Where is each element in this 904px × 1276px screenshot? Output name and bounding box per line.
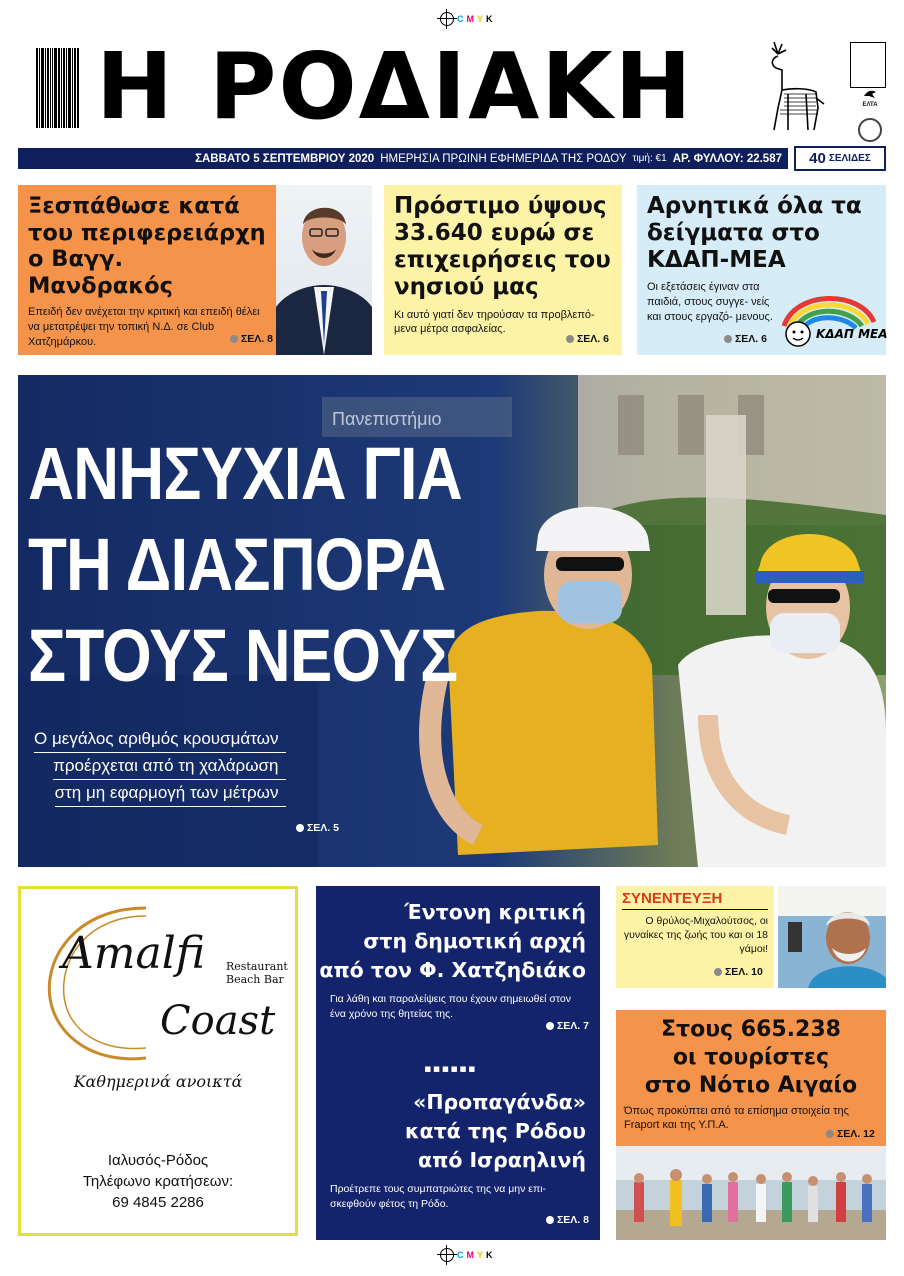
- hero-headline-line: ΣΤΟΥΣ ΝΕΟΥΣ: [28, 614, 458, 697]
- title-line: στη δημοτική αρχή: [363, 929, 586, 953]
- hero-headline-line: ΑΝΗΣΥΧΙΑ ΓΙΑ: [28, 432, 462, 515]
- barcode: [36, 48, 82, 128]
- hero-subtitle-line: στη μη εφαρμογή των μέτρων: [55, 780, 287, 807]
- reg-m: M: [466, 14, 474, 24]
- title-line: στο Νότιο Αιγαίο: [644, 1073, 858, 1098]
- kdap-logo-text: ΚΔΑΠ ΜΕΑ: [816, 327, 888, 341]
- reg-k: K: [486, 1250, 493, 1260]
- elta-label: ΕΛΤΑ: [862, 102, 878, 108]
- story-text: Προέτρεπε τους συμπατριώτες της να μην επι- σκεφθούν φέτος τη Ρόδο.: [330, 1183, 547, 1210]
- page-ref: ΣΕΛ. 6: [566, 333, 609, 345]
- hero-subtitle-line: προέρχεται από τη χαλάρωση: [53, 753, 286, 780]
- title-line: Στους 665.238: [661, 1017, 841, 1042]
- reg-c: C: [457, 14, 464, 24]
- story-mandrakos[interactable]: [18, 185, 276, 355]
- ad-open-hours: Καθημερινά ανοικτά: [73, 1072, 243, 1091]
- reg-k: K: [486, 14, 493, 24]
- title-line: κατά της Ρόδου: [404, 1119, 586, 1143]
- ad-brand-coast: Coast: [160, 998, 276, 1044]
- ad-contact: [18, 1150, 298, 1213]
- masthead-title: Η ΡΟΔΙΑΚΗ: [96, 33, 694, 140]
- tourists-crowd-image: [616, 1146, 886, 1240]
- story-text: Επειδή δεν ανέχεται την κριτική και επειδή θέλει να μετατρέψει την τοπική Ν.Δ. σε Club Χατζημάρκου.: [28, 306, 260, 348]
- interview-heading: ΣΥΝΕΝΤΕΥΞΗ: [622, 890, 768, 910]
- crosshair-icon: [440, 12, 454, 26]
- ad-sub-line: Restaurant: [226, 960, 288, 973]
- university-sign-text: Πανεπιστήμιο: [332, 409, 442, 429]
- tourists-story[interactable]: [616, 1010, 886, 1146]
- title-line: οι τουρίστες: [672, 1045, 830, 1070]
- page-ref: ΣΕΛ. 8: [230, 333, 273, 345]
- story-text: Κι αυτό γιατί δεν τηρούσαν τα προβλεπό- μενα μέτρα ασφαλείας.: [394, 308, 595, 336]
- reg-y: Y: [477, 14, 484, 24]
- hero-headline: [28, 428, 462, 701]
- date-bar: [18, 148, 788, 169]
- ad-phone-label: Τηλέφωνο κρατήσεων:: [82, 1173, 234, 1190]
- pages-count: [794, 146, 886, 171]
- story-hatzidiakos-title[interactable]: [319, 898, 586, 985]
- ad-brand-sub: [226, 960, 288, 986]
- ad-brand-name: Amalfi: [62, 928, 206, 979]
- pages-label: ΣΕΛΙΔΕΣ: [828, 153, 871, 164]
- title-line: από Ισραηλινή: [418, 1148, 586, 1172]
- reg-y: Y: [477, 1250, 484, 1260]
- crosshair-icon: [440, 1248, 454, 1262]
- title-line: «Προπαγάνδα»: [413, 1090, 586, 1114]
- page-ref: ΣΕΛ. 7: [546, 1020, 589, 1032]
- elta-badge: [856, 88, 884, 114]
- issue-number: ΑΡ. ΦΥΛΛΟΥ: 22.587: [672, 152, 782, 165]
- hero-headline-line: ΤΗ ΔΙΑΣΠΟΡΑ: [28, 523, 446, 606]
- tourists-text: Όπως προκύπτει από τα επίσημα στοιχεία της Fraport και της Υ.Π.Α.: [624, 1105, 849, 1131]
- story-title: Ξεσπάθωσε κατά του περιφερειάρχη ο Βαγγ. Μανδρακός: [28, 193, 266, 299]
- story-text: Οι εξετάσεις έγιναν στα παιδιά, στους συγγε- νείς και στους εργαζό- μενους.: [647, 281, 773, 324]
- bird-icon: [863, 88, 877, 100]
- registration-mark-top: [440, 12, 493, 26]
- ad-sub-line: Beach Bar: [226, 973, 284, 986]
- story-title: Πρόστιμο ύψους 33.640 ευρώ σε επιχειρήσεις του νησιού μας: [394, 193, 611, 301]
- story-title: Αρνητικά όλα τα δείγματα στο ΚΔΑΠ-ΜΕΑ: [647, 193, 862, 274]
- reg-c: C: [457, 1250, 464, 1260]
- price: τιμή: €1: [632, 153, 667, 164]
- seal-icon: [858, 118, 882, 142]
- tagline: ΗΜΕΡΗΣΙΑ ΠΡΩΙΝΗ ΕΦΗΜΕΡΙΔΑ ΤΗΣ ΡΟΔΟΥ: [380, 152, 627, 165]
- page-ref: ΣΕΛ. 12: [826, 1128, 875, 1140]
- ad-phone[interactable]: 69 4845 2286: [112, 1194, 204, 1211]
- ad-location: Ιαλυσός-Ρόδος: [107, 1152, 209, 1169]
- story-text: Για λάθη και παραλείψεις που έχουν σημειωθεί στον ένα χρόνο της θητείας της.: [330, 993, 571, 1020]
- page-ref: ΣΕΛ. 10: [714, 966, 763, 978]
- postal-box: [850, 42, 886, 88]
- hero-subtitle: [34, 726, 286, 807]
- registration-mark-bottom: [440, 1248, 493, 1262]
- separator-dots: ▪▪▪▪▪▪: [424, 1056, 477, 1081]
- tourists-title: [624, 1016, 878, 1100]
- story-fines[interactable]: [384, 185, 622, 355]
- man-portrait-image: [276, 185, 372, 355]
- title-line: Έντονη κριτική: [404, 900, 586, 924]
- page-ref: ΣΕΛ. 8: [546, 1214, 589, 1226]
- old-man-image: [778, 886, 886, 988]
- page-ref: ΣΕΛ. 6: [724, 333, 767, 345]
- issue-date: ΣΑΒΒΑΤΟ 5 ΣΕΠΤΕΜΒΡΙΟΥ 2020: [195, 152, 375, 165]
- page-ref: ΣΕΛ. 5: [296, 822, 339, 834]
- reg-m: M: [466, 1250, 474, 1260]
- stories-blue-panel: [316, 886, 600, 1240]
- title-line: από τον Φ. Χατζηδιάκο: [319, 958, 586, 982]
- kdap-logo-image: [776, 286, 888, 352]
- portrait-photo: [276, 185, 372, 355]
- interview-photo: [778, 886, 886, 988]
- pages-number: 40: [809, 150, 826, 167]
- tourists-photo: [616, 1146, 886, 1240]
- hero-subtitle-line: Ο μεγάλος αριθμός κρουσμάτων: [34, 726, 286, 753]
- interview-text: Ο θρύλος-Μιχαλούτσος, οι γυναίκες της ζωής του και οι 18 γάμοι!: [623, 915, 768, 955]
- story-propaganda-title[interactable]: [405, 1088, 586, 1175]
- deer-logo-icon: [752, 38, 828, 134]
